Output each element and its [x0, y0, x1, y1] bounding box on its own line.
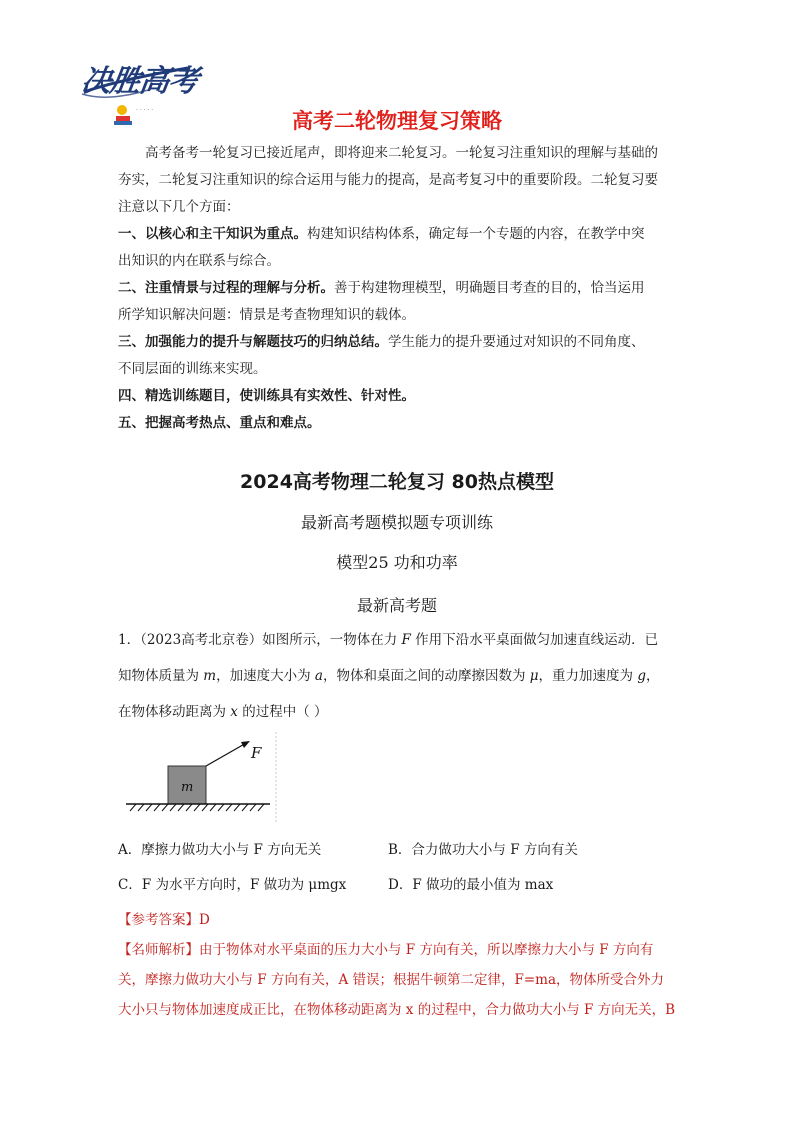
var-x: x — [230, 704, 238, 720]
question-text: 的过程中（ ） — [237, 704, 328, 720]
var-g: g — [637, 668, 646, 684]
mass-label: m — [181, 780, 194, 795]
option-a: A．摩擦力做功大小与 F 方向无关 — [118, 842, 322, 858]
logo-text: 决胜高考 — [79, 64, 200, 99]
point-3 — [118, 329, 678, 356]
answer-line: 关，摩擦力做功大小与 F 方向有关，A 错误；根据牛顿第二定律，F=ma，物体所受合外力 — [118, 972, 665, 988]
point-1-bold: 一、以核心和主干知识为重点。 — [118, 226, 307, 242]
question-text: 知物体质量为 — [118, 668, 204, 684]
option-b: B．合力做功大小与 F 方向有关 — [388, 842, 578, 858]
section-subtitle: 最新高考题模拟题专项训练 — [300, 513, 493, 532]
part-title: 最新高考题 — [356, 596, 437, 615]
page-title: 高考二轮物理复习策略 — [292, 109, 502, 133]
intro-paragraph — [118, 140, 678, 437]
question-text: 在物体移动距离为 — [118, 704, 231, 720]
question-text: ，物体和桌面之间的动摩擦因数为 — [322, 668, 530, 684]
point-2 — [118, 275, 678, 302]
intro-line: 高考备考一轮复习已接近尾声，即将迎来二轮复习。一轮复习注重知识的理解与基础的 — [145, 145, 658, 161]
question-text: ，重力加速度为 — [538, 668, 638, 684]
question-text: ，加速度大小为 — [216, 668, 315, 684]
point-5-bold: 五、把握高考热点、重点和难点。 — [118, 415, 321, 431]
point-3-text: 学生能力的提升要通过对知识的不同角度、 — [388, 334, 645, 350]
point-4 — [118, 383, 678, 410]
question-text: 1．（2023高考北京卷）如图所示，一物体在力 — [118, 632, 402, 648]
answer-line: 【名师解析】由于物体对水平桌面的压力大小与 F 方向有关，所以摩擦力大小与 F 方向有 — [118, 942, 654, 958]
physics-figure — [120, 730, 280, 825]
point-4-bold: 四、精选训练题目，使训练具有实效性、针对性。 — [118, 388, 415, 404]
question-line — [118, 622, 688, 658]
model-title: 模型25 功和功率 — [336, 553, 458, 572]
answer-line: 大小只与物体加速度成正比，在物体移动距离为 x 的过程中，合力做功大小与 F 方向无关，B — [118, 1002, 676, 1018]
option-d: D．F 做功的最小值为 max — [388, 877, 554, 893]
intro-line: 注意以下几个方面： — [118, 199, 240, 215]
point-2-text: 善于构建物理模型，明确题目考查的目的，恰当运用 — [334, 280, 645, 296]
point-3-cont: 不同层面的训练来实现。 — [118, 361, 267, 377]
intro-line: 夯实，二轮复习注重知识的综合运用与能力的提高，是高考复习中的重要阶段。二轮复习要 — [118, 172, 658, 188]
option-c: C．F 为水平方向时，F 做功为 μmgx — [118, 877, 347, 893]
question-line — [118, 694, 688, 730]
point-3-bold: 三、加强能力的提升与解题技巧的归纳总结。 — [118, 334, 388, 350]
point-1-cont: 出知识的内在联系与综合。 — [118, 253, 280, 269]
question-text: ， — [646, 668, 660, 684]
force-label: F — [251, 744, 262, 762]
section-title: 2024高考物理二轮复习 80热点模型 — [240, 471, 554, 493]
point-2-cont: 所学知识解决问题：情景是考查物理知识的载体。 — [118, 307, 415, 323]
question-text: 作用下沿水平桌面做匀加速直线运动．已 — [410, 632, 659, 648]
var-F: F — [401, 632, 411, 648]
ground-hatching — [130, 804, 264, 811]
answer-block — [118, 905, 688, 1025]
var-mu: μ — [529, 668, 539, 684]
question-line — [118, 658, 688, 694]
var-m: m — [203, 668, 217, 684]
point-1 — [118, 221, 678, 248]
answer-label: 【参考答案】D — [118, 912, 210, 928]
force-arrowhead-icon — [241, 741, 250, 748]
point-2-bold: 二、注重情景与过程的理解与分析。 — [118, 280, 334, 296]
force-arrow-line — [206, 742, 248, 766]
point-1-text: 构建知识结构体系，确定每一个专题的内容，在教学中突 — [307, 226, 645, 242]
var-a: a — [314, 668, 323, 684]
question-1 — [118, 622, 688, 730]
point-5 — [118, 410, 678, 437]
svg-text:· · · · ·: · · · · · — [136, 107, 154, 114]
